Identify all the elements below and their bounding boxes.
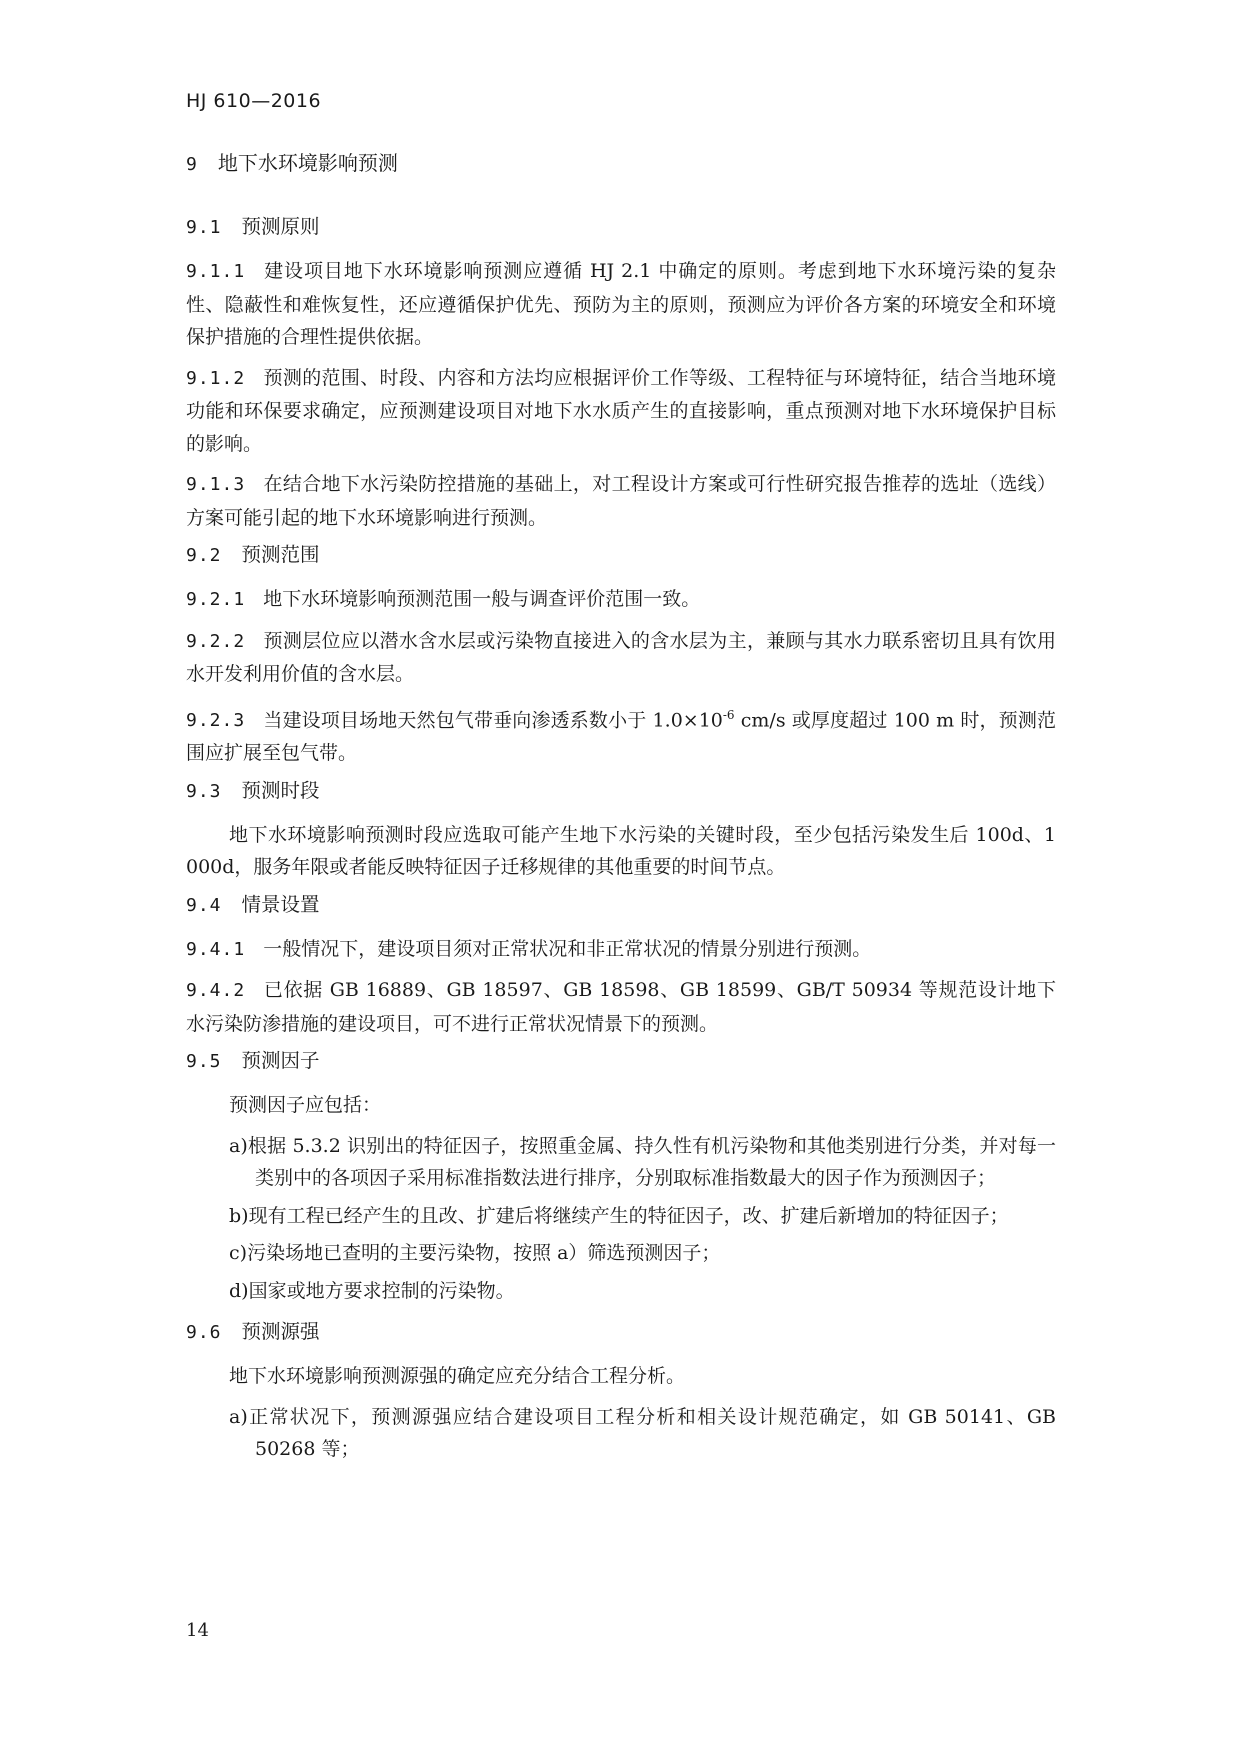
clause-text: 预测的范围、时段、内容和方法均应根据评价工作等级、工程特征与环境特征，结合当地环境功能和环保要求确定，应预测建设项目对地下水水质产生的直接影响，重点预测对地下水环境保护目标的影响。 — [186, 366, 1056, 455]
subsection-number: 9.1 — [186, 217, 222, 238]
subsection-heading-9-1 — [186, 214, 1056, 241]
section-heading — [186, 150, 1056, 178]
clause-text: 已依据 GB 16889、GB 18597、GB 18598、GB 18599、GB/T 50934 等规范设计地下水污染防渗措施的建设项目，可不进行正常状况情景下的预测。 — [186, 979, 1056, 1035]
clause-text: 预测层位应以潜水含水层或污染物直接进入的含水层为主，兼顾与其水力联系密切且具有饮用水开发利用价值的含水层。 — [186, 629, 1056, 685]
list-item-text: 正常状况下，预测源强应结合建设项目工程分析和相关设计规范确定，如 GB 50141、GB 50268 等； — [247, 1405, 1056, 1461]
subsection-number: 9.2 — [186, 545, 222, 566]
list-marker: a) — [229, 1405, 248, 1428]
clause-text: 地下水环境影响预测范围一般与调查评价范围一致。 — [263, 588, 701, 610]
list-item-text: 国家或地方要求控制的污染物。 — [248, 1279, 515, 1302]
list-lead: 地下水环境影响预测源强的确定应充分结合工程分析。 — [229, 1365, 686, 1388]
list-item — [186, 1237, 1056, 1270]
subsection-title: 预测原则 — [241, 215, 320, 238]
list-marker: d) — [229, 1279, 249, 1302]
list-item-text: 根据 5.3.2 识别出的特征因子，按照重金属、持久性有机污染物和其他类别进行分类，并对每一类别中的各项因子采用标准指数法进行排序，分别取标准指数最大的因子作为预测因子； — [247, 1134, 1056, 1190]
subsection-heading-9-4 — [186, 892, 1056, 919]
clause-9-2-1 — [186, 583, 1056, 617]
subsection-heading-9-5 — [186, 1048, 1056, 1075]
clause-text: 在结合地下水污染防控措施的基础上，对工程设计方案或可行性研究报告推荐的选址（选线）方案可能引起的地下水环境影响进行预测。 — [186, 473, 1056, 529]
clause-number: 9.2.3 — [186, 709, 246, 731]
list-item — [186, 1200, 1056, 1233]
subsection-heading-9-3 — [186, 778, 1056, 805]
subsection-title: 预测时段 — [241, 778, 320, 802]
clause-9-1-3 — [186, 468, 1056, 534]
page-number: 14 — [186, 1620, 209, 1641]
document-code-header: HJ 610—2016 — [186, 90, 322, 112]
clause-text: 一般情况下，建设项目须对正常状况和非正常状况的情景分别进行预测。 — [263, 937, 872, 960]
subsection-number: 9.6 — [186, 1322, 222, 1344]
clause-text: 建设项目地下水环境影响预测应遵循 HJ 2.1 中确定的原则。考虑到地下水环境污染的复杂性、隐蔽性和难恢复性，还应遵循保护优先、预防为主的原则，预测应为评价各方案的环境安全和环境保护措施的合理性提供依据。 — [186, 260, 1056, 348]
subsection-number: 9.5 — [186, 1051, 222, 1073]
subsection-number: 9.3 — [186, 780, 222, 802]
clause-number: 9.2.1 — [186, 589, 246, 610]
clause-number: 9.1.3 — [186, 474, 246, 495]
clause-9-2-3 — [186, 699, 1056, 770]
clause-text-part-1: 当建设项目场地天然包气带垂向渗透系数小于 1.0×10 — [263, 708, 723, 731]
list-item — [186, 1130, 1056, 1195]
list-item — [186, 1275, 1056, 1308]
list-marker: a) — [229, 1134, 248, 1157]
subsection-number: 9.4 — [186, 894, 222, 916]
list-item-text: 现有工程已经产生的且改、扩建后将继续产生的特征因子，改、扩建后新增加的特征因子； — [248, 1204, 1009, 1227]
list-item-text: 污染场地已查明的主要污染物，按照 a）筛选预测因子； — [247, 1242, 721, 1265]
section-number: 9 — [186, 154, 198, 175]
list-item — [186, 1401, 1056, 1466]
subsection-heading-9-2 — [186, 542, 1056, 569]
clause-9-4-1 — [186, 933, 1056, 967]
subsection-title: 情景设置 — [241, 892, 320, 916]
list-marker: c) — [229, 1242, 248, 1265]
clause-9-2-2 — [186, 625, 1056, 691]
exponent: -6 — [722, 707, 735, 722]
clause-9-1-2 — [186, 362, 1056, 461]
list-marker: b) — [229, 1204, 249, 1227]
subsection-title: 预测范围 — [241, 543, 320, 566]
clause-number: 9.4.2 — [186, 980, 246, 1002]
subsection-title: 预测因子 — [241, 1049, 320, 1073]
section-title: 地下水环境影响预测 — [217, 151, 398, 175]
clause-9-1-1 — [186, 255, 1056, 354]
subsection-title: 预测源强 — [241, 1320, 320, 1344]
list-lead: 预测因子应包括： — [229, 1094, 382, 1117]
document-body — [186, 150, 1056, 1471]
clause-number: 9.1.1 — [186, 261, 246, 282]
clause-9-4-2 — [186, 974, 1056, 1040]
clause-number: 9.4.1 — [186, 938, 246, 960]
paragraph-9-3: 地下水环境影响预测时段应选取可能产生地下水污染的关键时段，至少包括污染发生后 100d、1 000d，服务年限或者能反映特征因子迁移规律的其他重要的时间节点。 — [186, 823, 1056, 879]
subsection-heading-9-6 — [186, 1319, 1056, 1346]
clause-number: 9.1.2 — [186, 367, 246, 389]
clause-text-part-2: cm/s 或厚度超过 100 m 时，预测范围应扩展至包气带。 — [186, 708, 1056, 765]
clause-number: 9.2.2 — [186, 630, 246, 652]
